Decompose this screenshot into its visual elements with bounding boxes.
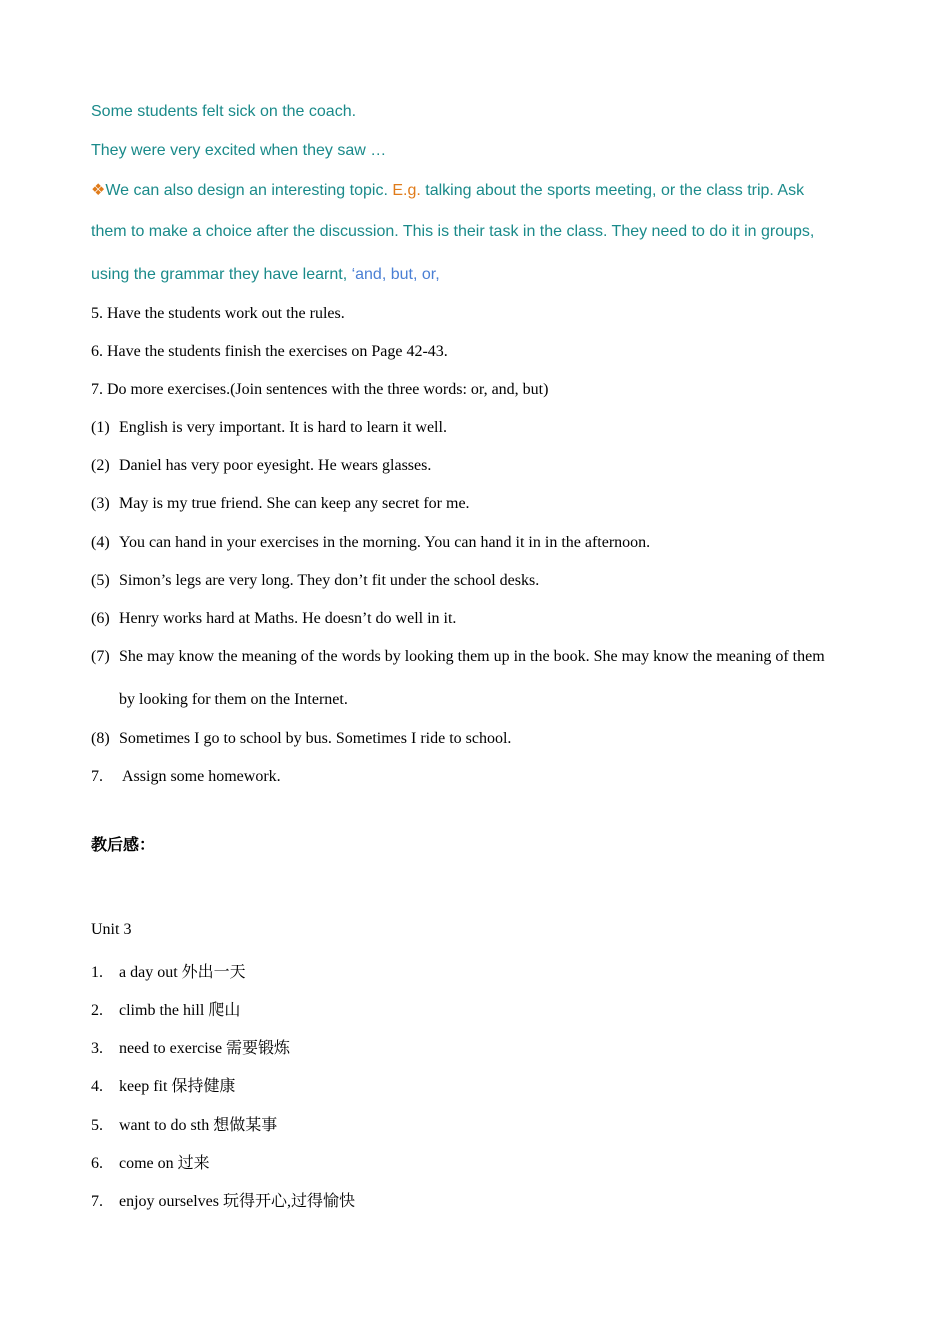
- exercise-number: (2): [91, 457, 110, 474]
- vocab-item: [91, 1150, 210, 1173]
- exercise-item: [91, 419, 447, 437]
- exercise-text: You can hand in your exercises in the morning. You can hand it in in the afternoon.: [119, 534, 651, 551]
- vocab-number: 1.: [91, 964, 103, 981]
- vocab-text: a day out 外出一天: [119, 964, 246, 981]
- vocab-item: [91, 1073, 235, 1096]
- exercise-item: [91, 610, 456, 628]
- exercise-text: Sometimes I go to school by bus. Sometimes I ride to school.: [119, 730, 512, 747]
- exercise-item: [91, 648, 825, 666]
- exercise-number: (6): [91, 610, 110, 627]
- vocab-number: 3.: [91, 1040, 103, 1057]
- note-line: Some students felt sick on the coach.: [91, 103, 357, 120]
- vocab-item: [91, 997, 240, 1020]
- reflection-label: 教后感：: [91, 837, 156, 854]
- vocab-item: [91, 1188, 355, 1211]
- exercise-item: [91, 457, 431, 475]
- exercise-text: English is very important. It is hard to learn it well.: [119, 419, 447, 436]
- exercise-number: (5): [91, 572, 110, 589]
- exercise-number: (7): [91, 648, 110, 665]
- note-line: They were very excited when they saw …: [91, 142, 387, 159]
- note-text: using the grammar they have learnt,: [91, 266, 352, 283]
- vocab-item: [91, 959, 246, 982]
- vocab-number: 4.: [91, 1078, 103, 1095]
- vocab-text: come on 过来: [119, 1155, 210, 1172]
- vocab-number: 2.: [91, 1002, 103, 1019]
- vocab-item: [91, 1112, 277, 1135]
- note-line: them to make a choice after the discussion. This is their task in the class. They need to do it in groups,: [91, 223, 815, 240]
- note-text: talking about the sports meeting, or the class trip. Ask: [420, 182, 805, 199]
- note-eg: E.g.: [392, 182, 421, 199]
- note-line-topic: [91, 180, 804, 200]
- note-grammar-words: ‘and, but, or,: [351, 266, 440, 283]
- exercise-text: Henry works hard at Maths. He doesn’t do well in it.: [119, 610, 457, 627]
- homework-item: [91, 768, 281, 786]
- exercise-text: She may know the meaning of the words by looking them up in the book. She may know the meaning of them: [119, 648, 825, 665]
- exercise-number: (4): [91, 534, 110, 551]
- exercise-item: [91, 730, 511, 748]
- vocab-number: 5.: [91, 1117, 103, 1134]
- exercise-item: [91, 572, 539, 590]
- vocab-text: enjoy ourselves 玩得开心,过得愉快: [119, 1193, 355, 1210]
- vocab-number: 6.: [91, 1155, 103, 1172]
- vocab-text: want to do sth 想做某事: [119, 1117, 278, 1134]
- vocab-text: need to exercise 需要锻炼: [119, 1040, 291, 1057]
- step-item: 6. Have the students finish the exercises on Page 42-43.: [91, 343, 448, 360]
- exercise-item: [91, 495, 470, 513]
- exercise-number: (8): [91, 730, 110, 747]
- vocab-text: keep fit 保持健康: [119, 1078, 236, 1095]
- homework-text: Assign some homework.: [122, 768, 281, 785]
- step-item: 7. Do more exercises.(Join sentences with the three words: or, and, but): [91, 381, 549, 398]
- exercise-number: (1): [91, 419, 110, 436]
- vocab-number: 7.: [91, 1193, 103, 1210]
- note-line-grammar: [91, 266, 440, 284]
- exercise-text: Simon’s legs are very long. They don’t fit under the school desks.: [119, 572, 540, 589]
- exercise-text: Daniel has very poor eyesight. He wears glasses.: [119, 457, 432, 474]
- exercise-text: May is my true friend. She can keep any secret for me.: [119, 495, 470, 512]
- homework-number: 7.: [91, 768, 103, 785]
- exercise-item: [91, 534, 650, 552]
- step-item: 5. Have the students work out the rules.: [91, 305, 345, 322]
- exercise-number: (3): [91, 495, 110, 512]
- bullet-icon: ❖: [91, 182, 106, 199]
- vocab-text: climb the hill 爬山: [119, 1002, 241, 1019]
- exercise-continuation: by looking for them on the Internet.: [119, 691, 348, 708]
- note-text: We can also design an interesting topic.: [105, 182, 393, 199]
- vocab-item: [91, 1035, 290, 1058]
- unit-title: Unit 3: [91, 921, 132, 938]
